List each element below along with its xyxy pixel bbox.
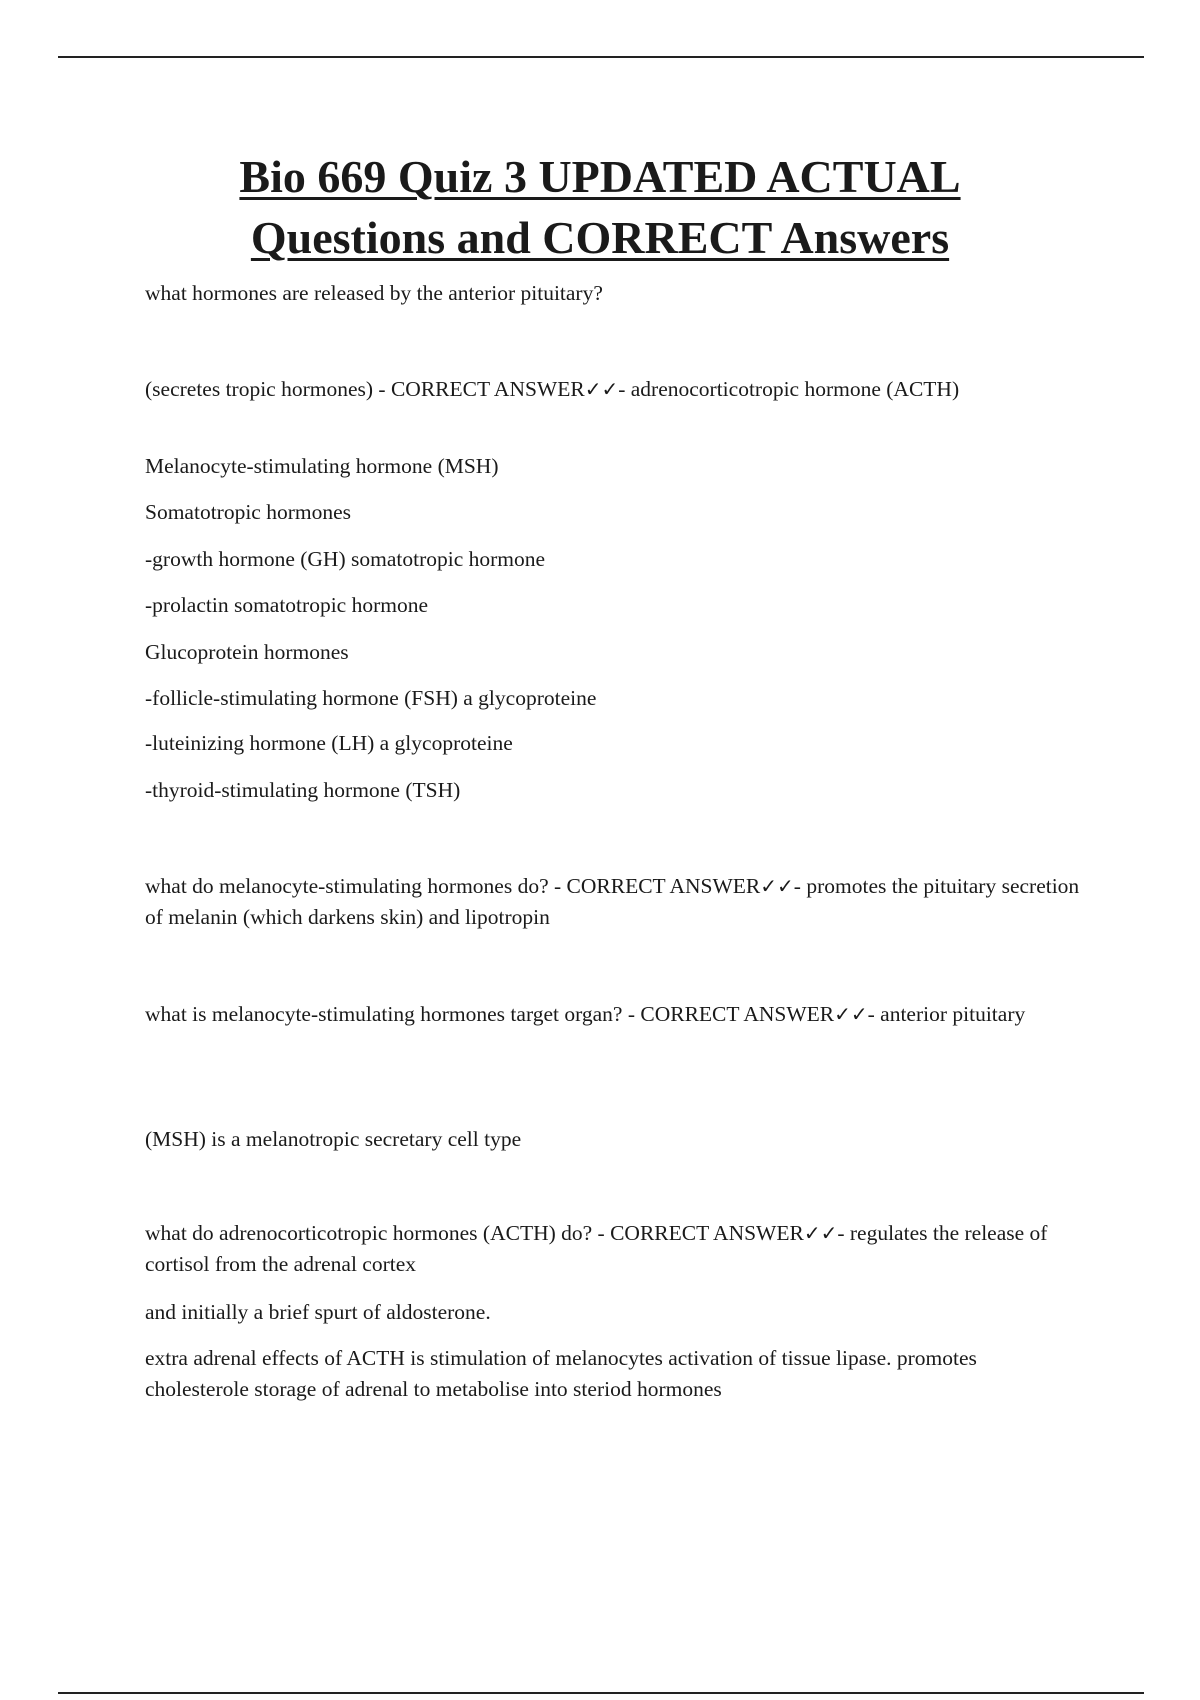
answer-text: (secretes tropic hormones) - CORRECT ANSWER <box>145 377 585 401</box>
list-item: -growth hormone (GH) somatotropic hormone <box>145 547 546 571</box>
question-text: what is melanocyte-stimulating hormones target organ? - CORRECT ANSWER <box>145 1002 835 1026</box>
answer-extra-effects: extra adrenal effects of ACTH is stimulation of melanocytes activation of tissue lipase. promotes cholesterole storage of adrenal to metabolise into steriod hormones <box>145 1346 977 1401</box>
double-check-icon: ✓✓ <box>803 1221 838 1245</box>
answer-text: - adrenocorticotropic hormone (ACTH) <box>618 377 960 401</box>
list-item: -follicle-stimulating hormone (FSH) a glycoproteine <box>145 686 597 710</box>
answer-text: - anterior pituitary <box>867 1002 1026 1026</box>
answer-text: - promotes the pituitary secretion of melanin (which darkens skin) and lipotropin <box>145 874 1080 929</box>
list-item: Glucoprotein hormones <box>145 640 349 664</box>
answer-anterior-pituitary <box>145 374 1085 405</box>
list-item: -luteinizing hormone (LH) a glycoproteine <box>145 731 513 755</box>
list-item: -thyroid-stimulating hormone (TSH) <box>145 778 461 802</box>
answer-continuation: and initially a brief spurt of aldosterone. <box>145 1300 491 1324</box>
double-check-icon: ✓✓ <box>760 874 794 898</box>
question-text: what do melanocyte-stimulating hormones do? - CORRECT ANSWER <box>145 874 761 898</box>
list-item: -prolactin somatotropic hormone <box>145 593 429 617</box>
document-title <box>0 146 1200 268</box>
question-answer-acth-function <box>145 1218 1085 1280</box>
double-check-icon: ✓✓ <box>834 1002 868 1026</box>
note-msh: (MSH) is a melanotropic secretary cell type <box>145 1127 522 1151</box>
answer-text: - regulates the release of cortisol from the adrenal cortex <box>145 1221 1048 1276</box>
double-check-icon: ✓✓ <box>584 377 619 401</box>
title-line-1: Bio 669 Quiz 3 UPDATED ACTUAL <box>239 151 961 202</box>
question-anterior-pituitary: what hormones are released by the anterior pituitary? <box>145 281 603 305</box>
question-text: what do adrenocorticotropic hormones (ACTH) do? - CORRECT ANSWER <box>145 1221 804 1245</box>
question-answer-msh-target <box>145 999 1085 1030</box>
list-item: Somatotropic hormones <box>145 500 352 524</box>
title-line-2: Questions and CORRECT Answers <box>250 212 950 263</box>
bottom-rule <box>58 1692 1144 1694</box>
question-answer-msh-function <box>145 871 1085 933</box>
list-item: Melanocyte-stimulating hormone (MSH) <box>145 454 499 478</box>
top-rule <box>58 56 1144 58</box>
